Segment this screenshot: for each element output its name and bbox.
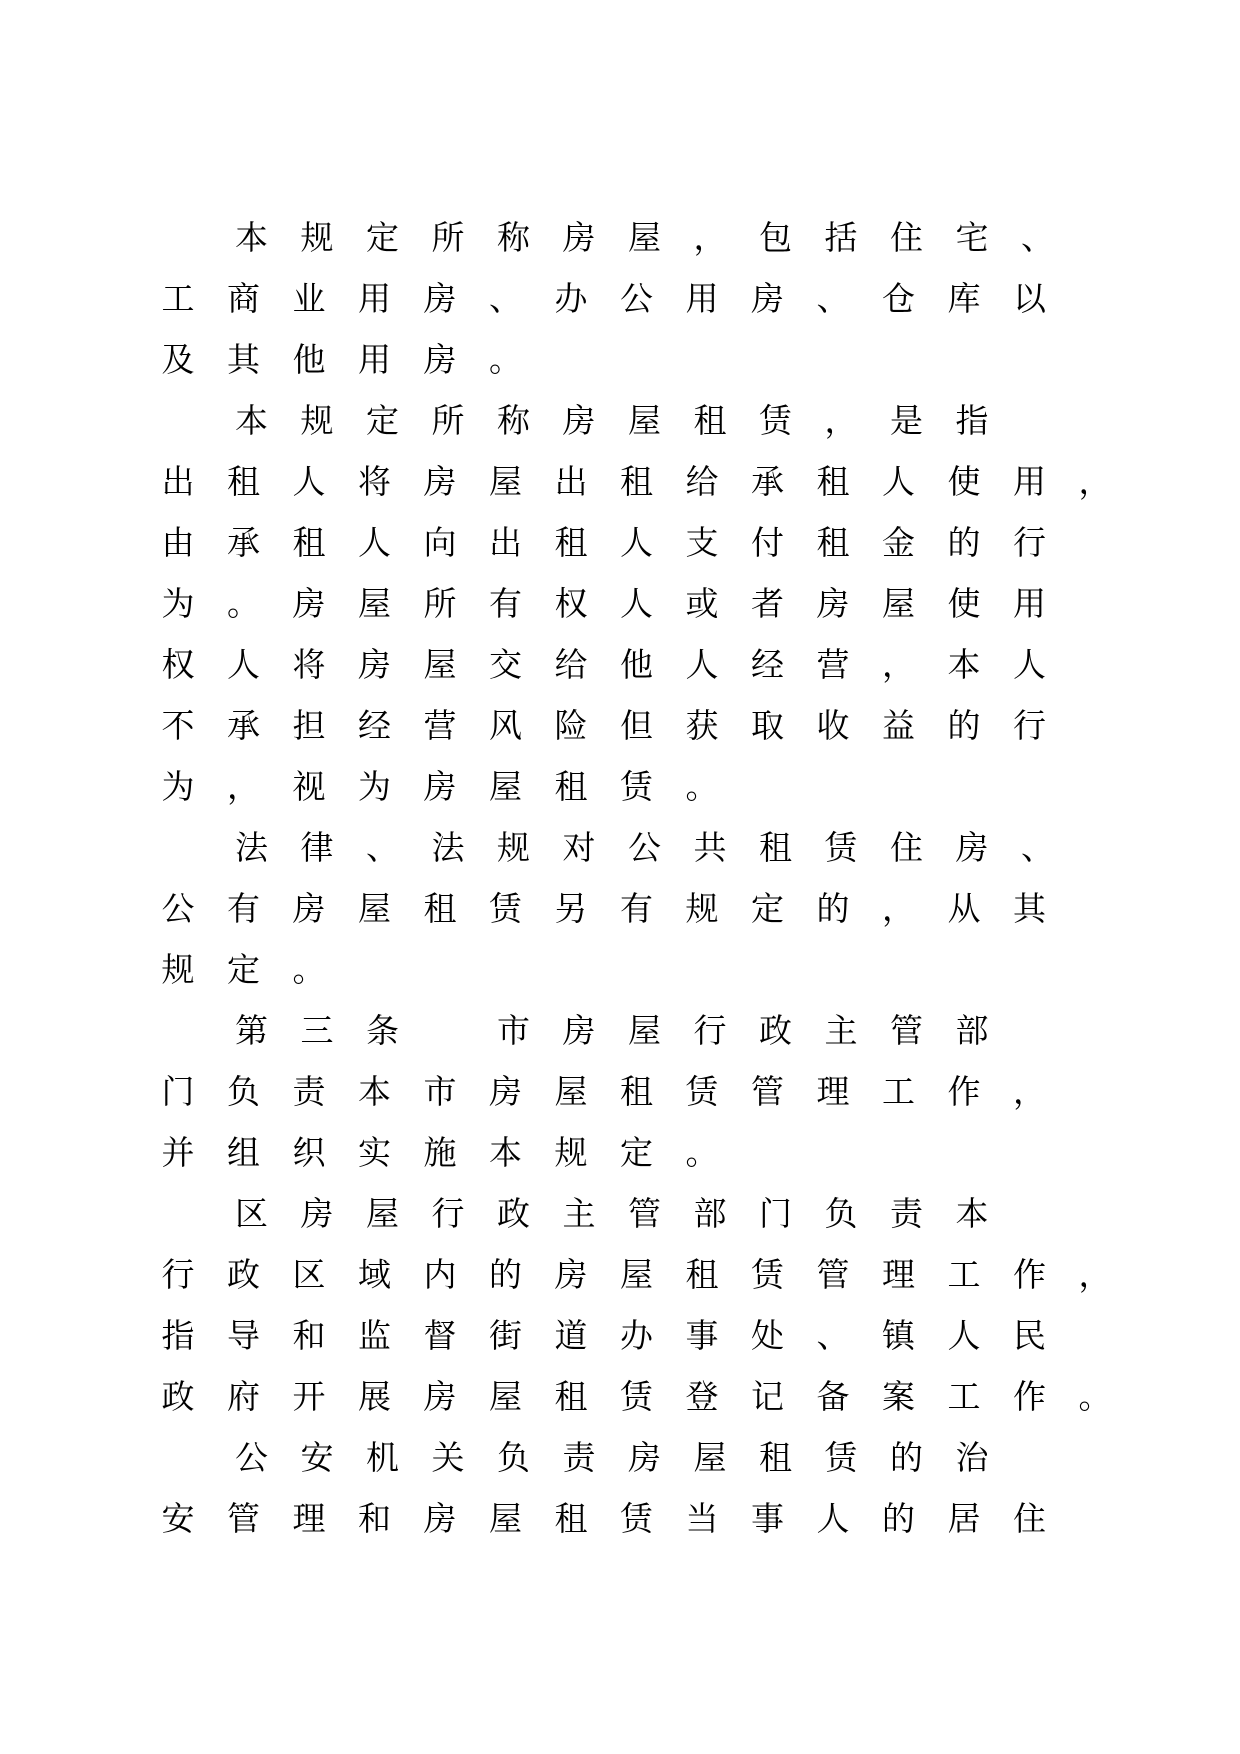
text-line: 及 其 他 用 房 。 bbox=[161, 340, 522, 379]
text-line: 为 。 房 屋 所 有 权 人 或 者 房 屋 使 用 bbox=[161, 584, 1046, 623]
text-line: 出 租 人 将 房 屋 出 租 给 承 租 人 使 用 ， bbox=[161, 462, 1112, 501]
text-line: 权 人 将 房 屋 交 给 他 人 经 营 ， 本 人 bbox=[161, 645, 1046, 684]
text-line: 公 有 房 屋 租 赁 另 有 规 定 的 ， 从 其 bbox=[161, 889, 1046, 928]
text-line: 本 规 定 所 称 房 屋 ， 包 括 住 宅 、 bbox=[235, 218, 1054, 257]
text-line: 法 律 、 法 规 对 公 共 租 赁 住 房 、 bbox=[235, 828, 1054, 867]
text-line: 区 房 屋 行 政 主 管 部 门 负 责 本 bbox=[235, 1194, 989, 1233]
text-line: 规 定 。 bbox=[161, 950, 326, 989]
text-line: 为 ， 视 为 房 屋 租 赁 。 bbox=[161, 767, 719, 806]
text-line: 本 规 定 所 称 房 屋 租 赁 ， 是 指 bbox=[235, 401, 989, 440]
text-line: 门 负 责 本 市 房 屋 租 赁 管 理 工 作 ， bbox=[161, 1072, 1046, 1111]
text-line: 并 组 织 实 施 本 规 定 。 bbox=[161, 1133, 719, 1172]
text-line: 不 承 担 经 营 风 险 但 获 取 收 益 的 行 bbox=[161, 706, 1046, 745]
text-line: 行 政 区 域 内 的 房 屋 租 赁 管 理 工 作 ， bbox=[161, 1255, 1112, 1294]
text-line: 政 府 开 展 房 屋 租 赁 登 记 备 案 工 作 。 bbox=[161, 1377, 1112, 1416]
text-line: 安 管 理 和 房 屋 租 赁 当 事 人 的 居 住 bbox=[161, 1499, 1046, 1538]
text-line: 指 导 和 监 督 街 道 办 事 处 、 镇 人 民 bbox=[161, 1316, 1046, 1355]
text-line: 工 商 业 用 房 、 办 公 用 房 、 仓 库 以 bbox=[161, 279, 1046, 318]
text-line: 公 安 机 关 负 责 房 屋 租 赁 的 治 bbox=[235, 1438, 989, 1477]
text-line: 由 承 租 人 向 出 租 人 支 付 租 金 的 行 bbox=[161, 523, 1046, 562]
text-line: 第 三 条 市 房 屋 行 政 主 管 部 bbox=[235, 1011, 989, 1050]
